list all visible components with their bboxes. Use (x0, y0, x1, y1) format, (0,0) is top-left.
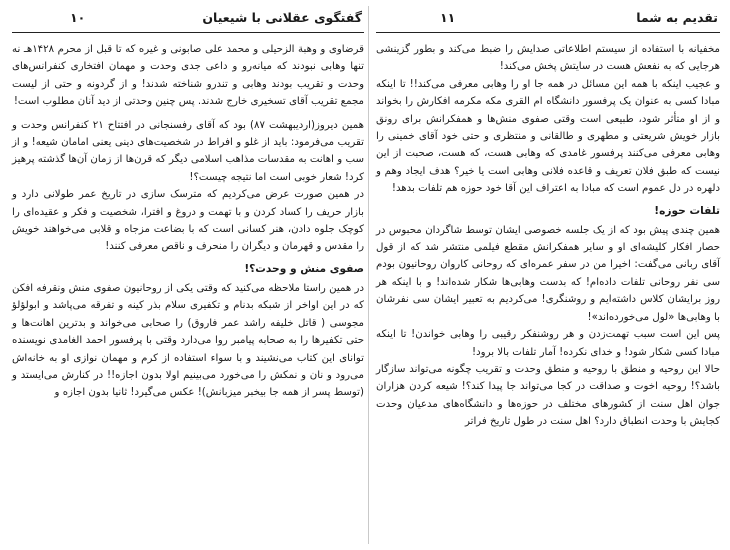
left-paragraph-1: قرضاوی و وهبة الزحیلی و محمد علی صابونی و غیره که تا قبل از محرم ۱۴۲۸هـ نه تنها وهابی نبودند که میانه‌رو و داعی جدی وحدت و مهمان افتخاری کنفرانس‌های وحدت و تقریب بودند وهابی و تندرو شناخته شدند! و از گردونه و حتی از لیست مجمع تقریب آقای تسخیری خارج شدند. پس چنین وحدتی از دید آنان مطلوب است! (12, 44, 364, 108)
right-page-body (376, 41, 720, 431)
right-header-title: تقدیم به شما (636, 10, 718, 25)
right-page (376, 0, 720, 550)
right-page-number: ۱۱ (440, 10, 456, 25)
left-section-heading: صفوی منش و وحدت؟! (244, 262, 364, 275)
right-paragraph-1: مخفیانه با استفاده از سیستم اطلاعاتی صدایش را ضبط می‌کند و بطور گزینشی هرجایی که به نفعش هست در سایتش پخش می‌کند! (376, 44, 720, 73)
left-page-number: ۱۰ (70, 10, 86, 25)
right-paragraph-5: حالا این روحیه و منطق با روحیه و منطق وحدت و تقریب چگونه می‌تواند سازگار باشد؟! روحیه اخوت و صداقت در کجا می‌تواند جا پیدا کند؟! شیعه کردن هزاران جوان اهل سنت از کشورهای مختلف در حوزه‌ها و دانشگاه‌های مدعیان وحدت کجایش با وحدت انطباق دارد؟ اهل سنت در طول تاریخ فراتر (376, 363, 720, 428)
right-paragraph-2: و عجیب اینکه با همه این مسائل در همه جا او را وهابی معرفی می‌کند!! تا اینکه مبادا کسی به عنوان یک پرفسور دانشگاه ام القری مکه مکرمه افکارش را بخواند و از او متأثر شود، طبیعی است وقتی صفوی منش‌ها و همفکرانش برای رونق بازار خویش شریعتی و مطهری و طالقانی و منتظری و حتی خود آقای خمینی را وهابی معرفی می‌کنند پرفسور غامدی که وهابی هست، که هست، صحبت از این نیست که طبق فلان تعریف و قاعده فلانی وهابی است یا خیر؟ هدف ایجاد وهم و دلهره در دل عموم است که مبادا به اعتراف این آقا خود حوزه هم تلفات بدهد! (376, 78, 720, 195)
left-paragraph-2: همین دیروز(اردیبهشت ۸۷) بود که آقای رفسنجانی در افتتاح ۲۱ کنفرانس وحدت و تقریب می‌فرمود: باید از غلو و افراط در شخصیت‌های دینی یعنی امامان شیعه! و از سب و اهانت به مقدسات مذاهب اسلامی دیگر که قرن‌ها از زمان آن‌ها گذشته پرهیز کرد! شعار خوبی است اما نتیجه چیست؟! (12, 119, 365, 183)
left-header-title: گفتگوی عقلانی با شیعیان (202, 10, 362, 25)
left-paragraph-4: در همین راستا ملاحظه می‌کنید که وقتی یکی از روحانیون صفوی منش ونقرفه افکن که در این اواخر از شبکه بدنام و تکفیری سلام بذر کینه و تفرقه می‌پاشد و ابولؤلؤ مجوسی ( قاتل خلیفه راشد عمر فاروق) را صحابی می‌خواند و بدترین اهانت‌ها و حتی تکفیرها را به صحابه پیامبر روا می‌دارد وقتی با پرفسور احمد الغامدی نویسنده توانای این کتاب می‌نشیند و با سواء استفاده از کرم و مهمان نوازی او به خانه‌اش می‌رود و نان و نمکش را می‌خورد می‌بینیم اولا بدون اجازه!! در کنارش می‌ایستد و (توسط پسر از همه جا بیخبر میزبانش)! عکس می‌گیرد! ثانیا بدون اجازه و (12, 282, 364, 399)
right-paragraph-3: همین چندی پیش بود که از یک جلسه خصوصی ایشان توسط شاگردان محبوس در حصار افکار کلیشه‌ای او و سایر همفکرانش مقطع فیلمی منتشر شد که از قول آقای ربانی می‌گفت: اخیرا من در سفر عمره‌ای که روحانی کاروان روحانیون بودم سی نفر روحانی تلفات داده‌ام! که بدست وهابی‌ها شکار شده‌اند! و با اینکه هر روز برایشان کلاس داشته‌ایم و روشنگری! می‌کردیم به تعبیر ایشان سی نفرشان با وهابی‌ها «لول می‌خورده‌اند»! (376, 224, 720, 323)
right-page-header (376, 8, 720, 33)
page-gutter-divider (368, 6, 369, 544)
right-paragraph-4: پس این است سبب تهمت‌زدن و هر روشنفکر رقیبی را وهابی خواندن! تا اینکه مبادا کسی شکار شود! و خدای نکرده! آمار تلفات بالا برود! (376, 329, 720, 358)
left-page (12, 0, 364, 550)
right-section-heading: تلفات حوزه! (654, 204, 720, 217)
left-page-header (12, 8, 364, 33)
left-page-body (12, 41, 364, 402)
left-paragraph-3: در همین صورت عرض می‌کردیم که مترسک سازی در تاریخ عمر طولانی دارد و بازار حریف را کساد کردن و با تهمت و دروغ و افترا، شخصیت و فکر و عقیده‌ای را کوچک جلوه دادن، هنر کسانی است که با بضاعت مزجاه و قلابی می‌خواهند خویش را مقدس و قهرمان و دیگران را منحرف و ناقص معرفی کنند! (12, 189, 364, 253)
